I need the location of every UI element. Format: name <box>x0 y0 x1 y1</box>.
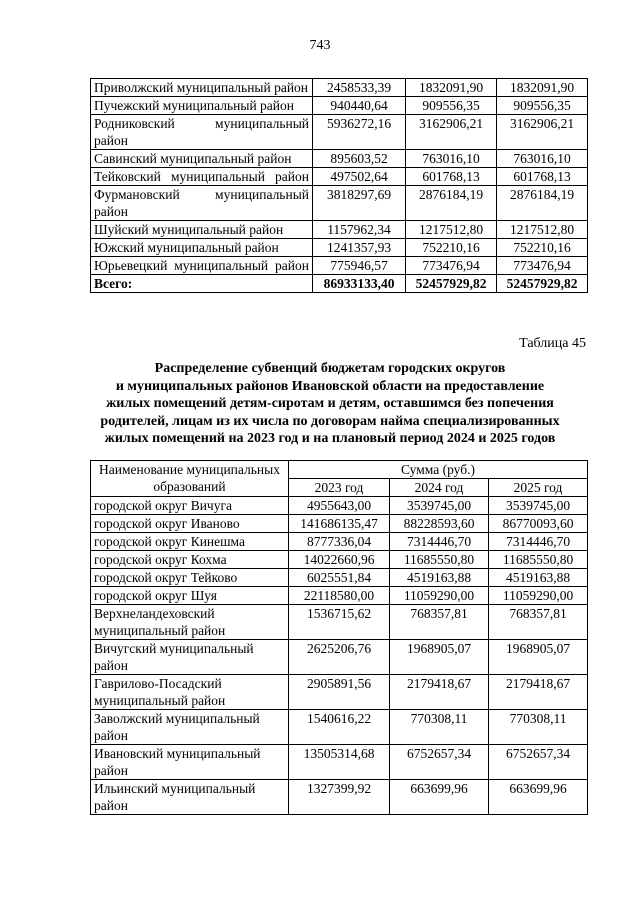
table-row <box>91 745 588 780</box>
row-name: городской округ Кохма <box>91 551 289 569</box>
value-2024: 88228593,60 <box>390 515 489 533</box>
value-2025: 7314446,70 <box>489 533 588 551</box>
value-2023: 1157962,34 <box>313 221 406 239</box>
table-row <box>91 97 588 115</box>
row-name: Тейковский муниципальный район <box>91 168 313 186</box>
table2-header <box>91 461 588 497</box>
row-name: Юрьевецкий муниципальный район <box>91 257 313 275</box>
value-2023: 5936272,16 <box>313 115 406 150</box>
table-row <box>91 569 588 587</box>
value-2024: 11685550,80 <box>390 551 489 569</box>
row-name: городской округ Тейково <box>91 569 289 587</box>
value-2024: 768357,81 <box>390 605 489 640</box>
row-name: Вичугский муниципальный район <box>91 640 289 675</box>
value-2025: 773476,94 <box>497 257 588 275</box>
value-2024: 2179418,67 <box>390 675 489 710</box>
table-row <box>91 79 588 97</box>
table-row <box>91 150 588 168</box>
row-name: Шуйский муниципальный район <box>91 221 313 239</box>
value-2025: 2876184,19 <box>497 186 588 221</box>
value-2024: 1832091,90 <box>406 79 497 97</box>
page-number: 743 <box>309 38 331 53</box>
value-2023: 1241357,93 <box>313 239 406 257</box>
header-year-2025: 2025 год <box>489 479 588 497</box>
table-row <box>91 780 588 815</box>
value-2023: 775946,57 <box>313 257 406 275</box>
value-2024: 3162906,21 <box>406 115 497 150</box>
value-2023: 895603,52 <box>313 150 406 168</box>
value-2024: 770308,11 <box>390 710 489 745</box>
total-2024: 52457929,82 <box>406 275 497 293</box>
table-row <box>91 497 588 515</box>
value-2025: 768357,81 <box>489 605 588 640</box>
table-label: Таблица 45 <box>519 336 586 351</box>
table-row <box>91 515 588 533</box>
value-2025: 909556,35 <box>497 97 588 115</box>
table2-body <box>91 497 588 815</box>
table-row <box>91 186 588 221</box>
row-name: Ивановский муниципальный район <box>91 745 289 780</box>
row-name: Савинский муниципальный район <box>91 150 313 168</box>
value-2024: 773476,94 <box>406 257 497 275</box>
value-2024: 1968905,07 <box>390 640 489 675</box>
total-label: Всего: <box>91 275 313 293</box>
row-name: городской округ Вичуга <box>91 497 289 515</box>
subsidy-table-45 <box>90 460 588 815</box>
value-2023: 2458533,39 <box>313 79 406 97</box>
value-2025: 1968905,07 <box>489 640 588 675</box>
row-name: городской округ Кинешма <box>91 533 289 551</box>
table-title <box>60 360 600 448</box>
row-name: городской округ Иваново <box>91 515 289 533</box>
value-2024: 601768,13 <box>406 168 497 186</box>
value-2025: 3539745,00 <box>489 497 588 515</box>
value-2024: 6752657,34 <box>390 745 489 780</box>
value-2024: 1217512,80 <box>406 221 497 239</box>
header-sum-column: Сумма (руб.) <box>289 461 588 479</box>
row-name: Верхнеландеховский муниципальный район <box>91 605 289 640</box>
value-2025: 752210,16 <box>497 239 588 257</box>
table-row <box>91 533 588 551</box>
value-2023: 1536715,62 <box>289 605 390 640</box>
value-2025: 11685550,80 <box>489 551 588 569</box>
value-2023: 497502,64 <box>313 168 406 186</box>
row-name: Родниковский муниципальный район <box>91 115 313 150</box>
title-line: и муниципальных районов Ивановской области на предоставление <box>115 378 545 394</box>
table-row <box>91 675 588 710</box>
value-2023: 1540616,22 <box>289 710 390 745</box>
row-name: Южский муниципальный район <box>91 239 313 257</box>
value-2025: 6752657,34 <box>489 745 588 780</box>
value-2023: 940440,64 <box>313 97 406 115</box>
title-line: Распределение субвенций бюджетам городских округов <box>154 361 506 376</box>
table-row <box>91 551 588 569</box>
value-2023: 2625206,76 <box>289 640 390 675</box>
total-2023: 86933133,40 <box>313 275 406 293</box>
table-row <box>91 587 588 605</box>
row-name: Пучежский муниципальный район <box>91 97 313 115</box>
table-row <box>91 605 588 640</box>
value-2024: 3539745,00 <box>390 497 489 515</box>
value-2024: 763016,10 <box>406 150 497 168</box>
value-2025: 11059290,00 <box>489 587 588 605</box>
table1-body <box>91 79 588 293</box>
value-2023: 14022660,96 <box>289 551 390 569</box>
title-line: жилых помещений детям-сиротам и детям, оставшимся без попечения <box>106 396 554 411</box>
table-row <box>91 239 588 257</box>
table-row <box>91 257 588 275</box>
row-name: Фурмановский муниципальный район <box>91 186 313 221</box>
value-2023: 8777336,04 <box>289 533 390 551</box>
row-name: Ильинский муниципальный район <box>91 780 289 815</box>
row-name: Приволжский муниципальный район <box>91 79 313 97</box>
value-2025: 763016,10 <box>497 150 588 168</box>
header-name-column: Наименование муниципальных образований <box>91 461 289 497</box>
table-row <box>91 640 588 675</box>
row-name: городской округ Шуя <box>91 587 289 605</box>
value-2023: 141686135,47 <box>289 515 390 533</box>
value-2025: 1832091,90 <box>497 79 588 97</box>
header-year-2023: 2023 год <box>289 479 390 497</box>
value-2024: 909556,35 <box>406 97 497 115</box>
value-2023: 4955643,00 <box>289 497 390 515</box>
row-name: Заволжский муниципальный район <box>91 710 289 745</box>
value-2024: 7314446,70 <box>390 533 489 551</box>
value-2023: 3818297,69 <box>313 186 406 221</box>
value-2025: 3162906,21 <box>497 115 588 150</box>
title-line: родителей, лицам из их числа по договорам найма специализированных <box>100 413 560 429</box>
value-2024: 663699,96 <box>390 780 489 815</box>
total-row <box>91 275 588 293</box>
value-2024: 11059290,00 <box>390 587 489 605</box>
value-2023: 22118580,00 <box>289 587 390 605</box>
value-2025: 86770093,60 <box>489 515 588 533</box>
value-2024: 752210,16 <box>406 239 497 257</box>
value-2025: 663699,96 <box>489 780 588 815</box>
table-row <box>91 221 588 239</box>
value-2025: 2179418,67 <box>489 675 588 710</box>
value-2023: 1327399,92 <box>289 780 390 815</box>
value-2025: 1217512,80 <box>497 221 588 239</box>
value-2024: 4519163,88 <box>390 569 489 587</box>
value-2024: 2876184,19 <box>406 186 497 221</box>
subsidy-table-continued <box>90 78 588 293</box>
table-row <box>91 115 588 150</box>
value-2025: 601768,13 <box>497 168 588 186</box>
value-2023: 13505314,68 <box>289 745 390 780</box>
table-row <box>91 168 588 186</box>
title-line: жилых помещений на 2023 год и на плановый период 2024 и 2025 годов <box>104 431 556 446</box>
value-2025: 770308,11 <box>489 710 588 745</box>
value-2023: 2905891,56 <box>289 675 390 710</box>
row-name: Гаврилово-Посадский муниципальный район <box>91 675 289 710</box>
value-2023: 6025551,84 <box>289 569 390 587</box>
table-row <box>91 710 588 745</box>
value-2025: 4519163,88 <box>489 569 588 587</box>
total-2025: 52457929,82 <box>497 275 588 293</box>
header-year-2024: 2024 год <box>390 479 489 497</box>
